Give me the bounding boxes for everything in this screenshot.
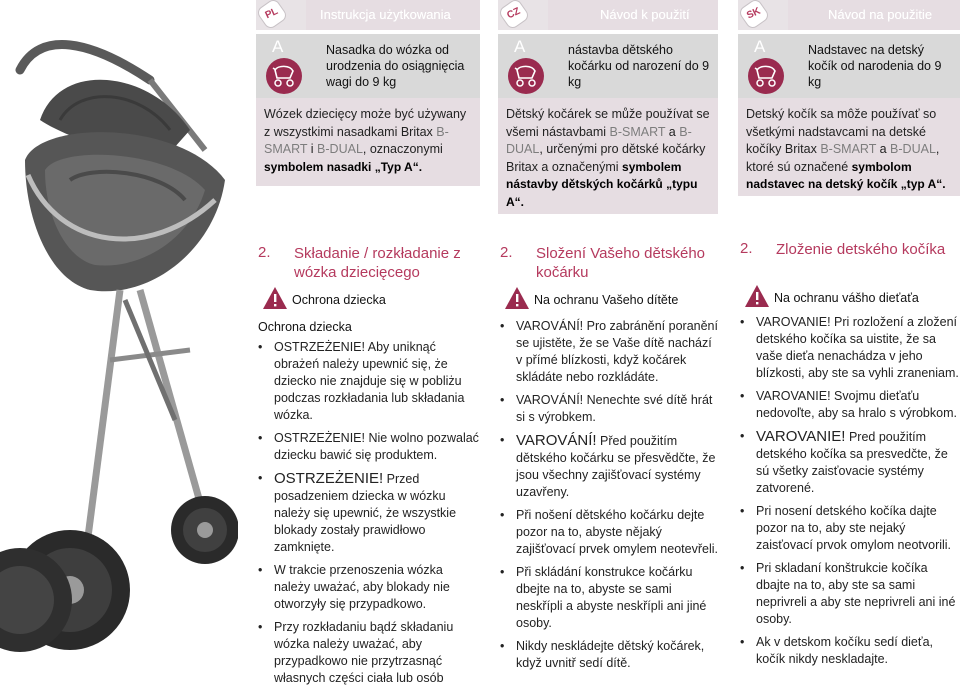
bullet-list-pl	[256, 339, 480, 693]
adapter-type-letter: A	[272, 37, 284, 56]
warning-icon	[262, 286, 288, 310]
bullet-text: Pro zabránění poranění se ujistěte, že se Vaše dítě nachází v přímé blízkosti, když kočárek skládáte nebo rozkládáte.	[516, 319, 718, 384]
section-title: Složení Vašeho dětského kočárku	[536, 245, 706, 281]
adapter-info-pl	[256, 34, 480, 98]
header-title: Návod k použití	[600, 7, 690, 22]
warning-word: OSTRZEŻENIE!	[274, 340, 365, 354]
bullet-item	[256, 619, 480, 687]
warning-word: VAROVÁNÍ!	[516, 319, 584, 333]
description-cz	[498, 98, 718, 214]
warning-icon	[744, 284, 770, 308]
bullet-text: Przy rozkładaniu bądź składaniu wózka należy uważać, aby przypadkowo nie przytrzasnąć własnych części ciała lub osób	[274, 620, 454, 685]
bullet-item	[738, 314, 960, 382]
description-segment: , oznaczonymi	[362, 142, 443, 156]
adapter-text: nástavba dětského kočárku od narození do 9 kg	[568, 43, 710, 89]
warning-word: OSTRZEŻENIE!	[274, 431, 365, 445]
column-pl	[256, 0, 480, 685]
description-segment: , určenými pro dětské kočárky Britax a označenými	[506, 142, 706, 174]
bullet-item	[498, 638, 718, 672]
bullet-text: Pri rozložení a zložení detského kočíka sa uistite, že sa vaše dieťa nenachádza v jeho blízkosti, aby ste sa vyhli zraneniam.	[756, 315, 959, 380]
adapter-type-letter: A	[514, 37, 526, 56]
bullet-item	[256, 430, 480, 464]
bullet-text: Svojmu dieťaťu nedovoľte, aby sa hralo s výrobkom.	[756, 389, 957, 420]
warning-row-sk	[738, 284, 960, 312]
description-segment: a	[876, 142, 891, 156]
section-title: Zloženie detského kočíka	[776, 241, 946, 258]
description-segment: B-SMART	[264, 124, 449, 156]
description-segment: , ktoré sú označené	[746, 142, 940, 174]
bullet-item	[256, 339, 480, 424]
bullet-list-sk	[738, 314, 960, 674]
adapter-info-cz	[498, 34, 718, 98]
sub-heading: Ochrona dziecka	[258, 320, 352, 334]
bullet-item	[256, 562, 480, 613]
description-segment: B-DUAL	[317, 142, 363, 156]
column-sk	[738, 0, 960, 676]
warning-word: VAROVANIE!	[756, 315, 831, 329]
bullet-text: Pri skladaní konštrukcie kočíka dbajte na to, aby ste sa sami neprivreli a aby ste neprivreli ani iné osoby.	[756, 561, 956, 626]
bullet-text: Przed posadzeniem dziecka w wózku należy się upewnić, że wszystkie blokady zostały prawidłowo zamknięte.	[274, 472, 457, 554]
description-segment: symbolem nástavby dětských kočárků „typu A“.	[506, 159, 698, 209]
section-number: 2.	[258, 244, 271, 261]
adapter-text: Nasadka do wózka od urodzenia do osiągnięcia wagi do 9 kg	[326, 43, 465, 89]
bullet-text: Při skládání konstrukce kočárku dbejte na to, abyste se sami neskřípli a abyste neskřípli ani jiné osoby.	[516, 565, 707, 630]
bullet-text: Pri nosení detského kočíka dajte pozor na to, aby ste nejaký zaisťovací prvok omylom neotvorili.	[756, 504, 952, 552]
description-segment: Detský kočík sa môže používať so všetkými nadstavcami na detské kočíky Britax	[746, 107, 937, 156]
column-cz	[498, 0, 718, 676]
stroller-icon	[266, 58, 302, 94]
bullet-text: Ak v detskom kočíku sedí dieťa, kočík nikdy neskladajte.	[756, 635, 933, 666]
header-title: Instrukcja użytkowania	[320, 7, 451, 22]
bullet-text: Pred použitím detského kočíka sa presvedčte, že sú všetky zaisťovacie systémy zatvorené.	[756, 430, 948, 495]
description-pl	[256, 98, 480, 186]
language-header-sk	[738, 0, 960, 30]
bullet-text: W trakcie przenoszenia wózka należy uważać, aby blokady nie otworzyły się przypadkowo.	[274, 563, 450, 611]
language-header-cz	[498, 0, 718, 30]
language-code: CZ	[505, 5, 523, 22]
section-title: Składanie / rozkładanie z wózka dziecięcego	[294, 245, 461, 281]
language-badge-sk	[737, 0, 770, 31]
bullet-text: Aby uniknąć obrażeń należy upewnić się, że dziecko nie znajduje się w pobliżu podczas rozkładania lub składania wózka.	[274, 340, 465, 422]
stroller-icon	[508, 58, 544, 94]
description-segment: symbolom nadstavec na detský kočík „typ A“.	[746, 159, 946, 191]
bullet-item	[256, 470, 480, 556]
section-number: 2.	[500, 244, 513, 261]
description-segment: Wózek dziecięcy może być używany z wszystkimi nasadkami Britax	[264, 107, 467, 139]
description-segment: i	[307, 142, 318, 156]
description-segment: B-SMART	[609, 124, 666, 139]
bullet-item	[498, 392, 718, 426]
bullet-text: Před použitím dětského kočárku se přesvědčte, že jsou všechny zajišťovací systémy uzavřeny.	[516, 434, 716, 499]
adapter-text: Nadstavec na detský kočík od narodenia do 9 kg	[808, 43, 942, 89]
language-code: SK	[745, 5, 763, 22]
warning-word: VAROVANIE!	[756, 428, 846, 445]
bullet-item	[738, 388, 960, 422]
bullet-text: Při nošení dětského kočárku dejte pozor na to, abyste nějaký zajišťovací prvek omylem neotevřeli.	[516, 508, 718, 556]
stroller-photo	[0, 0, 238, 676]
description-sk	[738, 98, 960, 196]
stroller-icon	[748, 58, 784, 94]
bullet-item	[498, 564, 718, 632]
header-title: Návod na použitie	[828, 7, 933, 22]
warning-label: Na ochranu Vašeho dítěte	[534, 293, 679, 307]
adapter-type-letter: A	[754, 37, 766, 56]
bullet-item	[498, 318, 718, 386]
language-code: PL	[263, 5, 280, 22]
language-badge-cz	[497, 0, 530, 31]
bullet-text: Nenechte své dítě hrát si s výrobkem.	[516, 393, 713, 424]
warning-icon	[504, 286, 530, 310]
description-segment: B-DUAL	[890, 142, 936, 156]
bullet-text: Nie wolno pozwalać dziecku bawić się produktem.	[274, 431, 479, 462]
language-header-pl	[256, 0, 480, 30]
description-segment: a	[665, 124, 680, 139]
section-number: 2.	[740, 240, 753, 257]
description-segment: Dětský kočárek se může používat se všemi nástavbami	[506, 107, 710, 139]
warning-word: VAROVANIE!	[756, 389, 831, 403]
warning-row-pl	[256, 286, 480, 314]
warning-word: VAROVÁNÍ!	[516, 432, 597, 449]
language-badge-pl	[255, 0, 288, 31]
adapter-info-sk	[738, 34, 960, 98]
bullet-item	[738, 634, 960, 668]
description-segment: B-SMART	[820, 142, 877, 156]
bullet-item	[738, 503, 960, 554]
warning-row-cz	[498, 286, 718, 314]
warning-word: OSTRZEŻENIE!	[274, 470, 384, 487]
description-segment: symbolem nasadki „Typ A“.	[264, 159, 423, 174]
bullet-list-cz	[498, 318, 718, 678]
bullet-text: Nikdy neskládejte dětský kočárek, když uvnitř sedí dítě.	[516, 639, 705, 670]
warning-label: Ochrona dziecka	[292, 293, 386, 307]
bullet-item	[498, 432, 718, 501]
description-segment: B-DUAL	[506, 124, 692, 156]
warning-word: VAROVÁNÍ!	[516, 393, 584, 407]
warning-label: Na ochranu vášho dieťaťa	[774, 291, 919, 305]
bullet-item	[498, 507, 718, 558]
bullet-item	[738, 428, 960, 497]
bullet-item	[738, 560, 960, 628]
